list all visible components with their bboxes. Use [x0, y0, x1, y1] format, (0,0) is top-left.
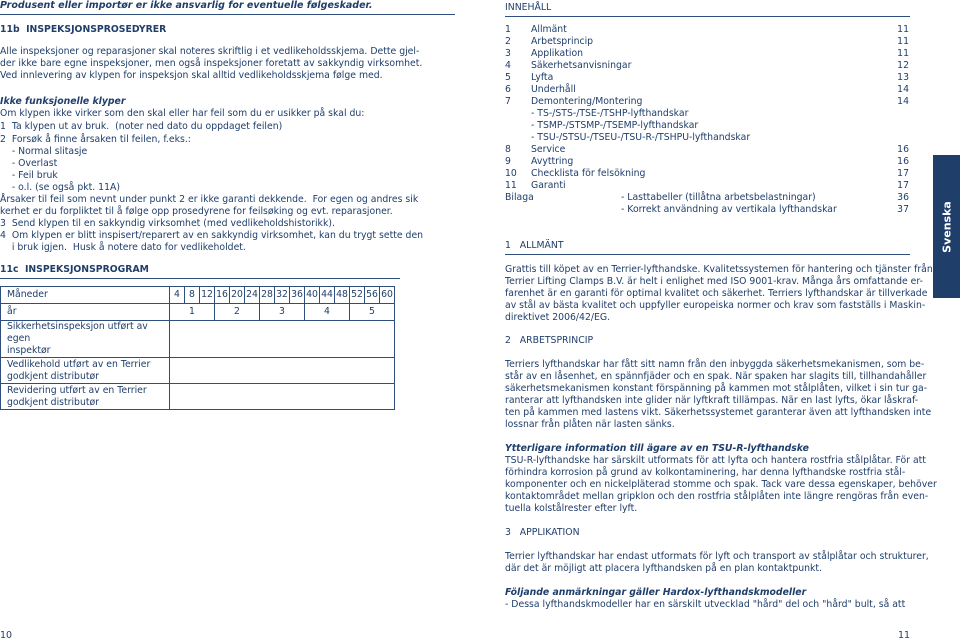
page-number-left: 10: [0, 630, 13, 641]
row-label-line: Revidering utført av en Terrier: [7, 384, 147, 396]
paragraph-line: - Overlast: [0, 158, 58, 169]
section-1-heading: [505, 240, 564, 252]
section-11b-heading: [0, 24, 166, 36]
paragraph-line: ten på kammen med lastens vikt. Säkerhetssystemet garanterar även att lyfthandsken inte: [505, 407, 932, 418]
paragraph-line: 4 Om klypen er blitt inspisert/reparert av en sakkyndig virksomhet, kan du trygt sette den: [0, 230, 424, 241]
section-number: 1: [505, 240, 511, 251]
toc-page: 17: [897, 168, 909, 179]
paragraph-line: 1 Ta klypen ut av bruk. (noter ned dato du oppdaget feilen): [0, 121, 283, 132]
row-label-line: inspektør: [7, 345, 51, 356]
toc-title: INNEHÅLL: [505, 2, 552, 13]
month-cell: 4: [170, 287, 185, 304]
paragraph-line: Årsaker til feil som nevnt under punkt 2 er ikke garanti dekkende. For egen og andres sik: [0, 194, 419, 205]
month-cell: 20: [230, 287, 245, 304]
year-cell: 3: [260, 304, 305, 321]
paragraph-line: direktivet 2006/42/EG.: [505, 312, 611, 323]
toc-page: 14: [897, 84, 909, 95]
toc-page: 12: [897, 60, 909, 71]
language-tab[interactable]: [933, 155, 960, 298]
section-11c-heading: [0, 264, 149, 276]
section-title: INSPEKSJONSPROGRAM: [24, 264, 149, 275]
table-row-safety-inspection: [1, 321, 395, 358]
month-cell: 28: [260, 287, 275, 304]
paragraph-line: av stål av bästa kvalitet och uppfyller europeiska normer och krav som fastställs i Maskin-: [505, 300, 926, 311]
table-of-contents: [505, 24, 909, 224]
paragraph-line: kerhet er du forpliktet til å følge opp prosedyrene for feilsøking og evt. reparasjoner.: [0, 206, 393, 217]
toc-text: - TS-/STS-/TSE-/TSHP-lyfthandskar: [531, 108, 689, 119]
subheading-ikke-funksjonelle: Ikke funksjonelle klyper: [0, 96, 126, 107]
months-label: Måneder: [1, 287, 170, 304]
toc-number: 9: [505, 156, 511, 167]
paragraph-line: säkerhetsmekanismen konstant förspänning på kammen mot stålplåten, vilket i sin tur ga-: [505, 383, 928, 394]
paragraph-line: 2 Forsøk å finne årsaken til feilen, f.eks.:: [0, 134, 191, 145]
bilaga-label: Bilaga: [505, 192, 534, 203]
month-cell: 52: [350, 287, 365, 304]
paragraph-line: Ved innlevering av klypen for inspeksjon skal alltid vedlikeholdsskjema følge med.: [0, 70, 383, 81]
toc-number: 5: [505, 72, 511, 83]
schedule-cell: [170, 384, 395, 410]
month-cell: 16: [215, 287, 230, 304]
section-3-heading: [505, 527, 580, 539]
paragraph-line: där det är möjligt att placera lyfthandsken på en plan kontaktpunkt.: [505, 563, 823, 574]
month-cell: 48: [335, 287, 350, 304]
section-title: APPLIKATION: [519, 527, 580, 538]
language-tab-label: Svenska: [940, 200, 953, 253]
section-title: ARBETSPRINCIP: [519, 335, 594, 346]
paragraph-line: - Dessa lyfthandskmodeller har en särskilt utvecklad "hård" del och "hård" bult, så att: [505, 599, 906, 610]
table-row-revision: [1, 384, 395, 410]
month-cell: 56: [365, 287, 380, 304]
paragraph-line: står av en låsenhet, en spännfjäder och en spak. När spaken har slagits till, tillhandahåller: [505, 371, 927, 382]
section-number: 2: [505, 335, 511, 346]
paragraph-line: ranterar att lyfthandsken inte glider när lyftkraft tillämpas. När en last lyfts, ökar låskraf-: [505, 395, 919, 406]
paragraph-line: - Normal slitasje: [0, 146, 88, 157]
paragraph-line: Om klypen ikke virker som den skal eller har feil som du er usikker på skal du:: [0, 108, 365, 119]
schedule-cell: [170, 358, 395, 384]
row-label-line: godkjent distributør: [7, 370, 99, 382]
toc-text: Avyttring: [531, 156, 574, 167]
toc-number: 2: [505, 36, 511, 47]
toc-number: 7: [505, 96, 511, 107]
bilaga-text: - Lasttabeller (tillåtna arbetsbelastningar): [621, 192, 816, 203]
toc-page: 14: [897, 96, 909, 107]
toc-text: Applikation: [531, 48, 584, 59]
section-title: ALLMÄNT: [519, 240, 564, 251]
paragraph-line: - Feil bruk: [0, 170, 58, 181]
row-label: [1, 321, 170, 358]
toc-page: 11: [897, 24, 909, 35]
toc-text: Service: [531, 144, 566, 155]
toc-number: 4: [505, 60, 511, 71]
month-cell: 40: [305, 287, 320, 304]
table-row-months: [1, 287, 395, 304]
table-row-years: [1, 304, 395, 321]
paragraph-line: - o.l. (se også pkt. 11A): [0, 182, 120, 193]
inspection-program-table: [0, 286, 395, 410]
row-label: [1, 358, 170, 384]
schedule-cell: [170, 321, 395, 358]
toc-page: 36: [897, 192, 909, 203]
toc-page: 17: [897, 180, 909, 191]
section-rule: [0, 278, 400, 279]
toc-page: 16: [897, 156, 909, 167]
toc-page: 16: [897, 144, 909, 155]
paragraph-line: Alle inspeksjoner og reparasjoner skal noteres skriftlig i et vedlikeholdsskjema. Dette gjel-: [0, 46, 420, 57]
paragraph-line: farenhet är en garanti för optimal kvalitet och säkerhet. Terriers lyfthandskar är tillverkade: [505, 288, 928, 299]
toc-text: Garanti: [531, 180, 566, 191]
toc-text: Demontering/Montering: [531, 96, 643, 107]
section-number: 11c: [0, 264, 19, 275]
toc-page: 37: [897, 204, 909, 215]
paragraph-line: tuella kolstålrester efter lyft.: [505, 503, 638, 514]
toc-text: Checklista för felsökning: [531, 168, 646, 179]
toc-number: 1: [505, 24, 511, 35]
row-label-line: Sikkerhetsinspeksjon utført av egen: [7, 321, 148, 344]
bilaga-text: - Korrekt användning av vertikala lyfthandskar: [621, 204, 837, 215]
paragraph-line: kontaktområdet mellan gripklon och den rostfria stålplåten inte längre rengöras från even-: [505, 491, 929, 502]
header-rule: [0, 14, 455, 15]
toc-page: 11: [897, 48, 909, 59]
toc-text: Underhåll: [531, 84, 576, 95]
paragraph-line: 3 Send klypen til en sakkyndig virksomhet (med vedlikeholdshistorikk).: [0, 218, 335, 229]
section-rule: [505, 254, 910, 255]
subheading-hardox: Följande anmärkningar gäller Hardox-lyfthandskmodeller: [505, 587, 807, 598]
section-2-heading: [505, 335, 593, 347]
toc-rule: [505, 16, 910, 17]
header-note: Produsent eller importør er ikke ansvarlig for eventuelle følgeskader.: [0, 0, 373, 11]
paragraph-line: komponenter och en nickelpläterad stomme och spak. Tack vare dessa egenskaper, behöver: [505, 479, 937, 490]
page-number-right: 11: [898, 630, 911, 641]
section-title: INSPEKSJONSPROSEDYRER: [26, 24, 167, 35]
paragraph-line: TSU-R-lyfthandske har särskilt utformats för att lyfta och hantera rostfria stålplåtar. För att: [505, 455, 926, 466]
paragraph-line: Grattis till köpet av en Terrier-lyfthandske. Kvalitetssystemen för hantering och tjänster från: [505, 264, 933, 275]
month-cell: 24: [245, 287, 260, 304]
left-page: [0, 0, 460, 643]
years-label: år: [1, 304, 170, 321]
month-cell: 36: [290, 287, 305, 304]
toc-number: 6: [505, 84, 511, 95]
paragraph-line: der ikke bare egne inspeksjoner, men også inspeksjoner foretatt av sakkyndig virksomhet.: [0, 58, 423, 69]
table-row-maintenance: [1, 358, 395, 384]
paragraph-line: i bruk igjen. Husk å notere dato for vedlikeholdet.: [0, 242, 246, 253]
paragraph-line: Terriers lyfthandskar har fått sitt namn från den inbyggda säkerhetsmekanismen, som be-: [505, 359, 925, 370]
year-cell: 2: [215, 304, 260, 321]
year-cell: 1: [170, 304, 215, 321]
month-cell: 60: [380, 287, 395, 304]
paragraph-line: Terrier lyfthandskar har endast utformats för lyft och transport av stålplåtar och strukturer,: [505, 551, 929, 562]
month-cell: 44: [320, 287, 335, 304]
toc-text: Lyfta: [531, 72, 554, 83]
paragraph-line: Terrier Lifting Clamps B.V. är helt i enlighet med ISO 9001-krav. Många års omfattande er-: [505, 276, 923, 287]
toc-text: - TSU-/STSU-/TSEU-/TSU-R-/TSHPU-lyfthandskar: [531, 132, 751, 143]
toc-number: 3: [505, 48, 511, 59]
toc-text: Arbetsprincip: [531, 36, 594, 47]
month-cell: 12: [200, 287, 215, 304]
paragraph-line: lossnar från plåten när lasten sänks.: [505, 419, 675, 430]
row-label-line: Vedlikehold utført av en Terrier: [7, 358, 151, 370]
subheading-tsu-r: Ytterligare information till ägare av en TSU-R-lyfthandske: [505, 443, 809, 454]
row-label-line: godkjent distributør: [7, 396, 99, 408]
toc-number: 8: [505, 144, 511, 155]
section-number: 11b: [0, 24, 20, 35]
toc-text: Allmänt: [531, 24, 567, 35]
toc-number: 11: [505, 180, 517, 191]
right-page: [505, 0, 937, 643]
month-cell: 32: [275, 287, 290, 304]
section-number: 3: [505, 527, 511, 538]
year-cell: 4: [305, 304, 350, 321]
paragraph-line: förhindra korrosion på grund av kolkontaminering, har denna lyfthandske rostfria stål-: [505, 467, 906, 478]
toc-page: 13: [897, 72, 909, 83]
year-cell: 5: [350, 304, 395, 321]
toc-text: Säkerhetsanvisningar: [531, 60, 632, 71]
row-label: [1, 384, 170, 410]
month-cell: 8: [185, 287, 200, 304]
toc-page: 11: [897, 36, 909, 47]
toc-number: 10: [505, 168, 517, 179]
toc-text: - TSMP-/STSMP-/TSEMP-lyfthandskar: [531, 120, 699, 131]
